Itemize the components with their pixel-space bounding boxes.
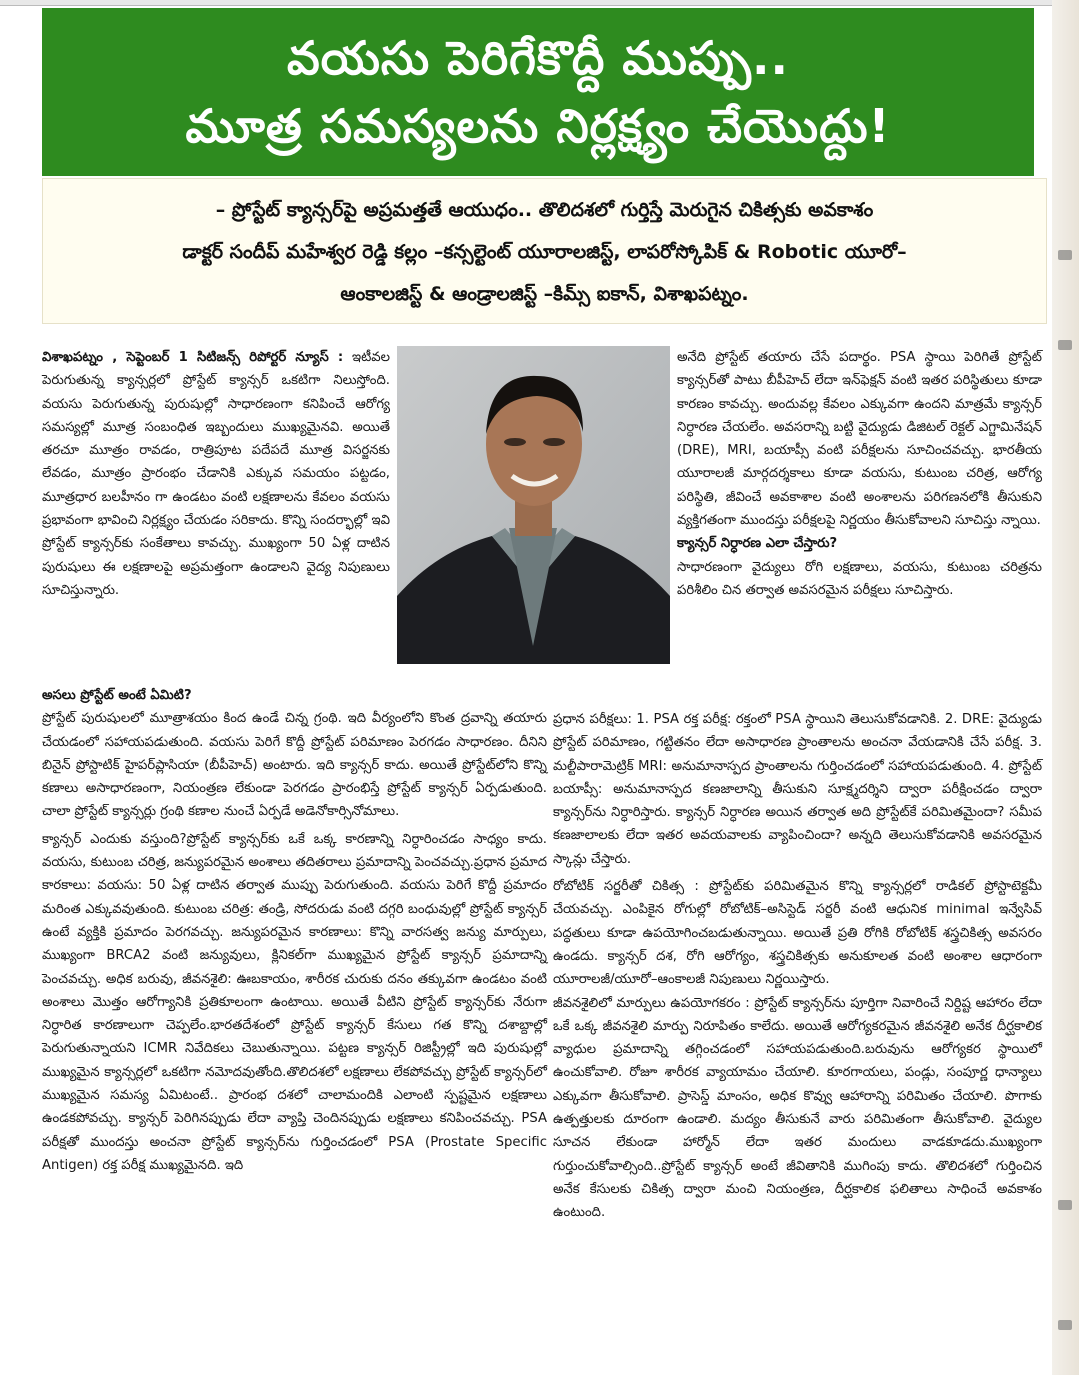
headline-line-1: వయసు పెరిగేకొద్దీ ముప్పు.. [287,31,789,85]
headline-banner [42,8,1034,176]
paragraph: ప్రధాన పరీక్షలు: 1. PSA రక్త పరీక్ష: రక్తంలో PSA స్థాయిని తెలుసుకోవడానికి. 2. DRE: వైద్యుడు ప్రోస్టేట్ పరిమాణం, గట్టితనం లేదా అసాధారణ ప్రాంతాలను అంచనా వేయడానికి చేసే పరీక్ష. 3. మల్టీపారామెట్రిక్ MRI: అనుమానాస్పద ప్రాంతాలను గుర్తించడంలో సహాయపడుతుంది. 4. ప్రోస్టేట్ బయాప్సీ: అనుమానాస్పద కణజాలాన్ని తీసుకుని సూక్ష్మదర్శిని ద్వారా పరీక్షించడం ద్వారా క్యాన్సర్‌ను నిర్ధారిస్తారు. క్యాన్సర్ నిర్ధారణ అయిన తర్వాత అది ప్రోస్టేట్‌కే పరిమితమైందా? సమీప కణజాలాలకు లేదా ఇతర అవయవాలకు వ్యాపించిందా? అన్నది తెలుసుకోవడానికి అవసరమైన స్కాన్లు చేస్తారు. [553,712,1042,867]
subheading-line-1: – ప్రోస్టేట్ క్యాన్సర్‌పై అప్రమత్తతే ఆయుధం.. తొలిదశలో గుర్తిస్తే మెరుగైన చికిత్సకు అవకాశం [215,199,874,221]
margin-mark [1058,1320,1072,1330]
page-top-strip [0,0,1079,6]
right-column-top [677,346,1042,602]
left-column-top [42,346,390,602]
paragraph: సాధారణంగా వైద్యులు రోగి లక్షణాలు, వయసు, కుటుంబ చరిత్రను పరిశీలిం చిన తర్వాత అవసరమైన పరీక్షలు సూచిస్తారు. [677,559,1042,598]
right-column-bottom [553,708,1042,1225]
dateline: విశాఖపట్నం , సెప్టెంబర్ 1 సిటిజన్స్ రిపోర్టర్ న్యూస్ : [42,350,344,365]
paragraph: జీవనశైలిలో మార్పులు ఉపయోగకరం : ప్రోస్టేట్ క్యాన్సర్‌ను పూర్తిగా నివారించే నిర్దిష్ట ఆహారం లేదా ఒకే ఒక్క జీవనశైలి మార్పు నిరూపితం కాలేదు. అయితే ఆరోగ్యకరమైన జీవనశైలి అనేక దీర్ఘకాలిక వ్యాధుల ప్రమాదాన్ని తగ్గించడంలో సహాయపడుతుంది.బరువును ఆరోగ్యకర స్థాయిలో ఉంచుకోవాలి. రోజూ శారీరక వ్యాయామం చేయాలి. కూరగాయలు, పండ్లు, సంపూర్ణ ధాన్యాలు ఎక్కువగా తీసుకోవాలి. ప్రాసెస్డ్ మాంసం, అధిక కొవ్వు ఆహారాన్ని పరిమితం చేయాలి. పొగాకు ఉత్పత్తులకు దూరంగా ఉండాలి. మద్యం తీసుకునే వారు పరిమితంగా తీసుకోవాలి. వైద్యుల సూచన లేకుండా హార్మోన్ లేదా ఇతర మందులు వాడకూడదు.ముఖ్యంగా గుర్తుంచుకోవాల్సింది..ప్రోస్టేట్ క్యాన్సర్ అంటే జీవితానికి ముగింపు కాదు. తొలిదశలో గుర్తించిన అనేక కేసులకు చికిత్స ద్వారా మంచి నియంత్రణ, దీర్ఘకాలిక ఫలితాలు సాధించే అవకాశం ఉంటుంది. [553,995,1042,1221]
subheading-line-2: డాక్టర్ సందీప్ మహేశ్వర రెడ్డి కల్లం –కన్సల్టెంట్ యూరాలజిస్ట్, లాపరోస్కోపిక్ & Robotic యూరో– [182,241,907,263]
paragraph: అనేది ప్రోస్టేట్ తయారు చేసే పదార్థం. PSA స్థాయి పెరిగితే ప్రోస్టేట్ క్యాన్సర్‌తో పాటు బీపీహెచ్ లేదా ఇన్‌ఫెక్షన్ వంటి ఇతర పరిస్థితులు కూడా కారణం కావచ్చు. అందువల్ల కేవలం ఎక్కువగా ఉందని మాత్రమే క్యాన్సర్ నిర్ధారణ చేయలేం. అవసరాన్ని బట్టి వైద్యుడు డిజిటల్ రెక్టల్ ఎగ్జామినేషన్ (DRE), MRI, బయాప్సీ వంటి పరీక్షలను సూచించవచ్చు. భారతీయ యూరాలజీ మార్గదర్శకాలు కూడా వయసు, కుటుంబ చరిత్ర, ఆరోగ్య పరిస్థితి, జీవించే అవకాశాల వంటి అంశాలను పరిగణనలోకి తీసుకుని వ్యక్తిగతంగా ముందస్తు పరీక్షలపై నిర్ణయం తీసుకోవాలని సూచిస్తు న్నాయి. [677,350,1042,529]
paragraph: రోబోటిక్ సర్జరీతో చికిత్స : ప్రోస్టేట్‌కు పరిమితమైన కొన్ని క్యాన్సర్లలో రాడికల్ ప్రోస్టాటెక్టమీ చేయవచ్చు. ఎంపికైన రోగుల్లో రోబోటిక్–అసిస్టెడ్ సర్జరీ వంటి ఆధునిక minimal ఇన్వేసివ్ పద్ధతులు కూడా ఉపయోగించబడుతున్నాయి. అయితే ప్రతి రోగికి రోబోటిక్ శస్త్రచికిత్స అవసరం ఉండదు. క్యాన్సర్ దశ, రోగి ఆరోగ్యం, శస్త్రచికిత్సకు అనుకూలత వంటి అంశాల ఆధారంగా యూరాలజీ/యూరో–ఆంకాలజీ నిపుణులు నిర్ణయిస్తారు. [553,879,1042,988]
doctor-portrait-image [397,346,670,664]
headline-line-2: మూత్ర సమస్యలను నిర్లక్ష్యం చేయొద్దు! [185,99,891,153]
subheading-box [42,178,1047,324]
margin-mark [1058,340,1072,350]
paragraph: ఇటీవల పెరుగుతున్న క్యాన్సర్లలో ప్రోస్టేట్ క్యాన్సర్ ఒకటిగా నిలుస్తోంది. వయసు పెరుగుతున్న పురుషుల్లో సాధారణంగా కనిపించే ఆరోగ్య సమస్యల్లో మూత్ర సంబంధిత ఇబ్బందులు ముఖ్యమైనవి. అయితే తరచూ మూత్రం రావడం, రాత్రిపూట పదేపదే మూత్ర విసర్జనకు లేవడం, మూత్రం ప్రారంభం చేడానికి ఎక్కువ సమయం పట్టడం, మూత్రధార బలహీనం గా ఉండటం వంటి లక్షణాలను కేవలం వయసు ప్రభావంగా భావించి నిర్లక్ష్యం చేయడం సరికాదు. కొన్ని సందర్భాల్లో ఇవి ప్రోస్టేట్ క్యాన్సర్‌కు సంకేతాలు కావచ్చు. ముఖ్యంగా 50 ఏళ్ల దాటిన పురుషులు ఈ లక్షణాలపై అప్రమత్తంగా ఉండాలని వైద్య నిపుణులు సూచిస్తున్నారు. [42,350,390,598]
section-question: అసలు ప్రోస్టేట్ అంటే ఏమిటి? [42,688,192,703]
margin-mark [1058,1200,1072,1210]
adjacent-page-margin [1052,0,1079,1375]
doctor-photo [397,346,670,664]
paragraph: ప్రోస్టేట్ పురుషులలో మూత్రాశయం కింద ఉండే చిన్న గ్రంథి. ఇది వీర్యంలోని కొంత ద్రవాన్ని తయారు చేయడంలో సహాయపడుతుంది. వయసు పెరిగే కొద్దీ ప్రోస్టేట్ పరిమాణం పెరగడం సాధారణం. దీనిని బినైన్ ప్రోస్టాటిక్ హైపర్‌ప్లాసియా (బీపీహెచ్) అంటారు. ఇది క్యాన్సర్ కాదు. అయితే ప్రోస్టేట్‌లోని కొన్ని కణాలు అసాధారణంగా, నియంత్రణ లేకుండా పెరగడం ప్రారంభిస్తే ప్రోస్టేట్ క్యాన్సర్ ఏర్పడుతుంది. చాలా ప్రోస్టేట్ క్యాన్సర్లు గ్రంథి కణాల నుంచే ఏర్పడే అడెనోకార్సినోమాలు. [42,711,547,820]
subheading-line-3: ఆంకాలజిస్ట్ & ఆండ్రాలజిస్ట్ –కిమ్స్ ఐకాన్, విశాఖపట్నం. [340,283,749,305]
left-column-bottom [42,684,547,1177]
margin-mark [1058,250,1072,260]
paragraph: క్యాన్సర్ ఎందుకు వస్తుంది?ప్రోస్టేట్ క్యాన్సర్‌కు ఒకే ఒక్క కారణాన్ని నిర్ధారించడం సాధ్యం కాదు. వయసు, కుటుంబ చరిత్ర, జన్యుపరమైన అంశాలు తదితరాలు ప్రమాదాన్ని పెంచవచ్చు.ప్రధాన ప్రమాద కారకాలు: వయసు: 50 ఏళ్ల దాటిన తర్వాత ముప్పు పెరుగుతుంది. వయసు పెరిగే కొద్దీ ప్రమాదం మరింత ఎక్కువవుతుంది. కుటుంబ చరిత్ర: తండ్రి, సోదరుడు వంటి దగ్గరి బంధువుల్లో ప్రోస్టేట్ క్యాన్సర్ ఉంటే వ్యక్తికి ప్రమాదం పెరగవచ్చు. జన్యుపరమైన కారణాలు: కొన్ని వారసత్వ జన్యు మార్పులు, ముఖ్యంగా BRCA2 వంటి జన్యువులు, క్లినికల్‌గా ముఖ్యమైన ప్రోస్టేట్ క్యాన్సర్ ప్రమాదాన్ని పెంచవచ్చు. అధిక బరువు, జీవనశైలి: ఊబకాయం, శారీరక చురుకు దనం తక్కువగా ఉండటం వంటి అంశాలు మొత్తం ఆరోగ్యానికి ప్రతికూలంగా ఉంటాయి. అయితే వీటిని ప్రోస్టేట్ క్యాన్సర్‌కు నేరుగా నిర్ధారిత కారణాలుగా చెప్పలేం.భారతదేశంలో ప్రోస్టేట్ క్యాన్సర్ కేసులు గత కొన్ని దశాబ్దాల్లో పెరుగుతున్నాయని ICMR నివేదికలు చెబుతున్నాయి. పట్టణ క్యాన్సర్ రిజిస్ట్రీల్లో ఇది పురుషుల్లో ముఖ్యమైన క్యాన్సర్లలో ఒకటిగా నమోదవుతోంది.తొలిదశలో లక్షణాలు లేకపోవచ్చు ప్రోస్టేట్ క్యాన్సర్‌లో ముఖ్యమైన సమస్య ఏమిటంటే.. ప్రారంభ దశలో చాలామందికి ఎలాంటి స్పష్టమైన లక్షణాలు ఉండకపోవచ్చు. క్యాన్సర్ పెరిగినప్పుడు లేదా వ్యాప్తి చెందినప్పుడు లక్షణాలు కనిపించవచ్చు. PSA పరీక్షతో ముందస్తు అంచనా ప్రోస్టేట్ క్యాన్సర్‌ను గుర్తించడంలో PSA (Prostate Specific Antigen) రక్త పరీక్ష ముఖ్యమైనది. ఇది [42,831,547,1173]
section-question: క్యాన్సర్ నిర్ధారణ ఎలా చేస్తారు? [677,536,838,552]
